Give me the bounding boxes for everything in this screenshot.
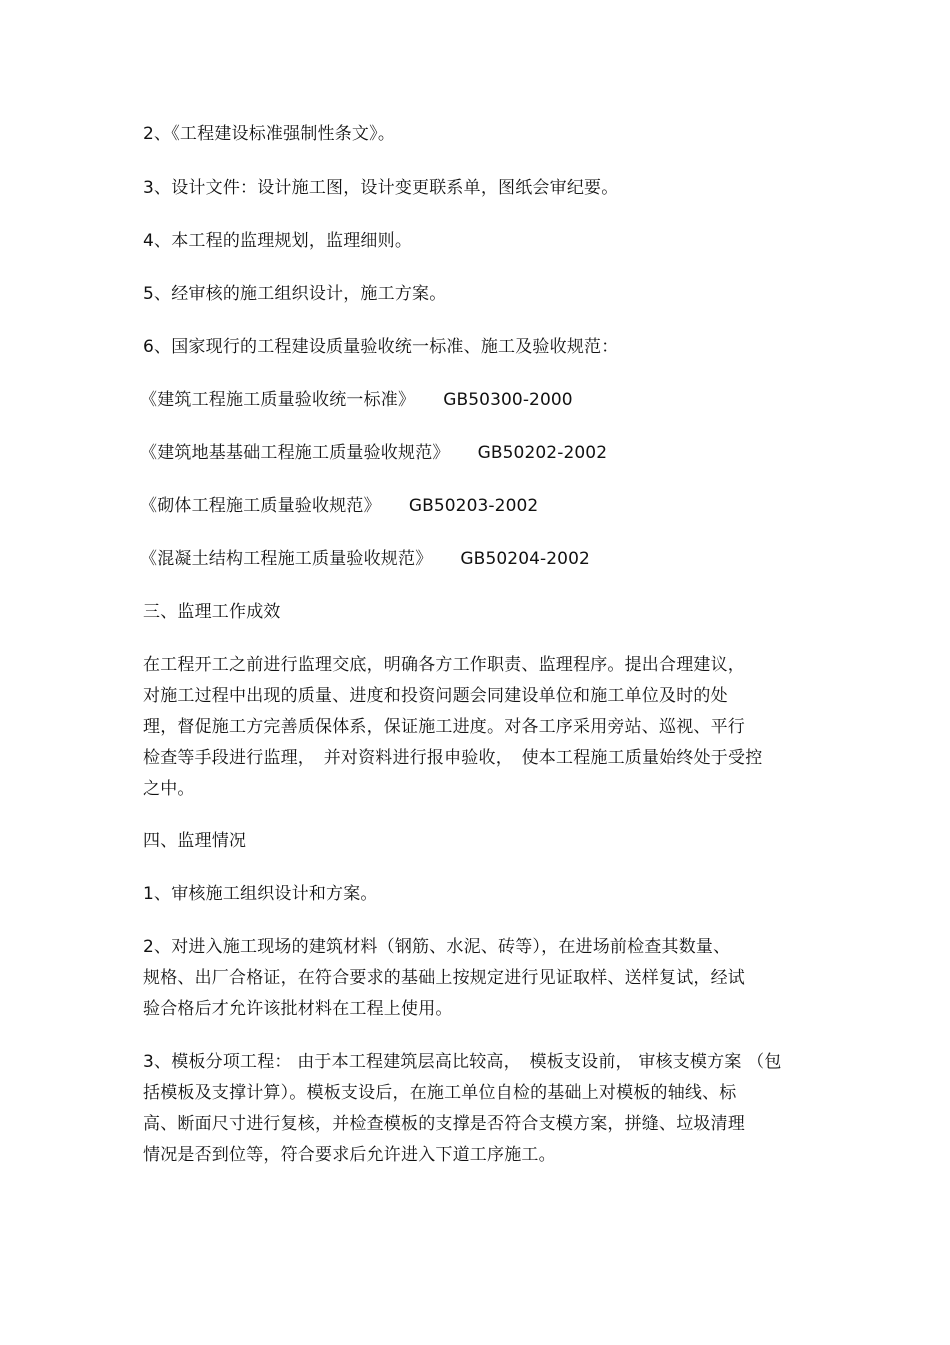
basis-item-4: 4、本工程的监理规划，监理细则。 bbox=[143, 231, 413, 251]
section-heading-4: 四、监理情况 bbox=[143, 831, 247, 851]
standard-row bbox=[140, 441, 607, 465]
standard-code: GB50300-2000 bbox=[443, 390, 573, 410]
paragraph-line: 检查等手段进行监理， 并对资料进行报申验收， 使本工程施工质量始终处于受控 bbox=[143, 748, 763, 768]
standard-code: GB50204-2002 bbox=[460, 549, 590, 569]
supervision-item-2-line: 规格、出厂合格证，在符合要求的基础上按规定进行见证取样、送样复试，经试 bbox=[143, 968, 745, 988]
paragraph-line: 在工程开工之前进行监理交底，明确各方工作职责、监理程序。提出合理建议， bbox=[143, 655, 745, 675]
paragraph-line: 理，督促施工方完善质保体系，保证施工进度。对各工序采用旁站、巡视、平行 bbox=[143, 717, 745, 737]
supervision-item-3-line: 高、断面尺寸进行复核，并检查模板的支撑是否符合支模方案，拼缝、垃圾清理 bbox=[143, 1114, 745, 1134]
standard-name: 《砌体工程施工质量验收规范》 bbox=[140, 496, 381, 516]
supervision-item-3-line: 情况是否到位等，符合要求后允许进入下道工序施工。 bbox=[143, 1145, 556, 1165]
basis-item-2: 2、《工程建设标准强制性条文》。 bbox=[143, 124, 396, 144]
paragraph-line: 之中。 bbox=[143, 779, 195, 799]
basis-item-5: 5、经审核的施工组织设计，施工方案。 bbox=[143, 284, 447, 304]
paragraph-line: 对施工过程中出现的质量、进度和投资问题会同建设单位和施工单位及时的处 bbox=[143, 686, 728, 706]
standard-row bbox=[140, 388, 573, 412]
standard-row bbox=[140, 494, 538, 518]
standard-code: GB50203-2002 bbox=[408, 496, 539, 516]
standard-code: GB50202-2002 bbox=[477, 443, 608, 463]
basis-item-3: 3、设计文件：设计施工图，设计变更联系单，图纸会审纪要。 bbox=[143, 178, 619, 198]
basis-item-6: 6、国家现行的工程建设质量验收统一标准、施工及验收规范： bbox=[143, 337, 619, 357]
standard-row bbox=[140, 547, 590, 571]
supervision-item-3-line: 括模板及支撑计算）。模板支设后，在施工单位自检的基础上对模板的轴线、标 bbox=[143, 1083, 737, 1103]
section-heading-3: 三、监理工作成效 bbox=[143, 602, 281, 622]
standard-name: 《建筑地基基础工程施工质量验收规范》 bbox=[140, 443, 450, 463]
standard-name: 《建筑工程施工质量验收统一标准》 bbox=[140, 390, 416, 410]
supervision-item-3-line: 3、模板分项工程： 由于本工程建筑层高比较高， 模板支设前， 审核支模方案 （包 bbox=[143, 1052, 782, 1072]
supervision-item-2-line: 2、对进入施工现场的建筑材料（钢筋、水泥、砖等），在进场前检查其数量、 bbox=[143, 937, 731, 957]
supervision-item-2-line: 验合格后才允许该批材料在工程上使用。 bbox=[143, 999, 453, 1019]
supervision-item-1: 1、审核施工组织设计和方案。 bbox=[143, 884, 378, 904]
standard-name: 《混凝土结构工程施工质量验收规范》 bbox=[140, 549, 433, 569]
